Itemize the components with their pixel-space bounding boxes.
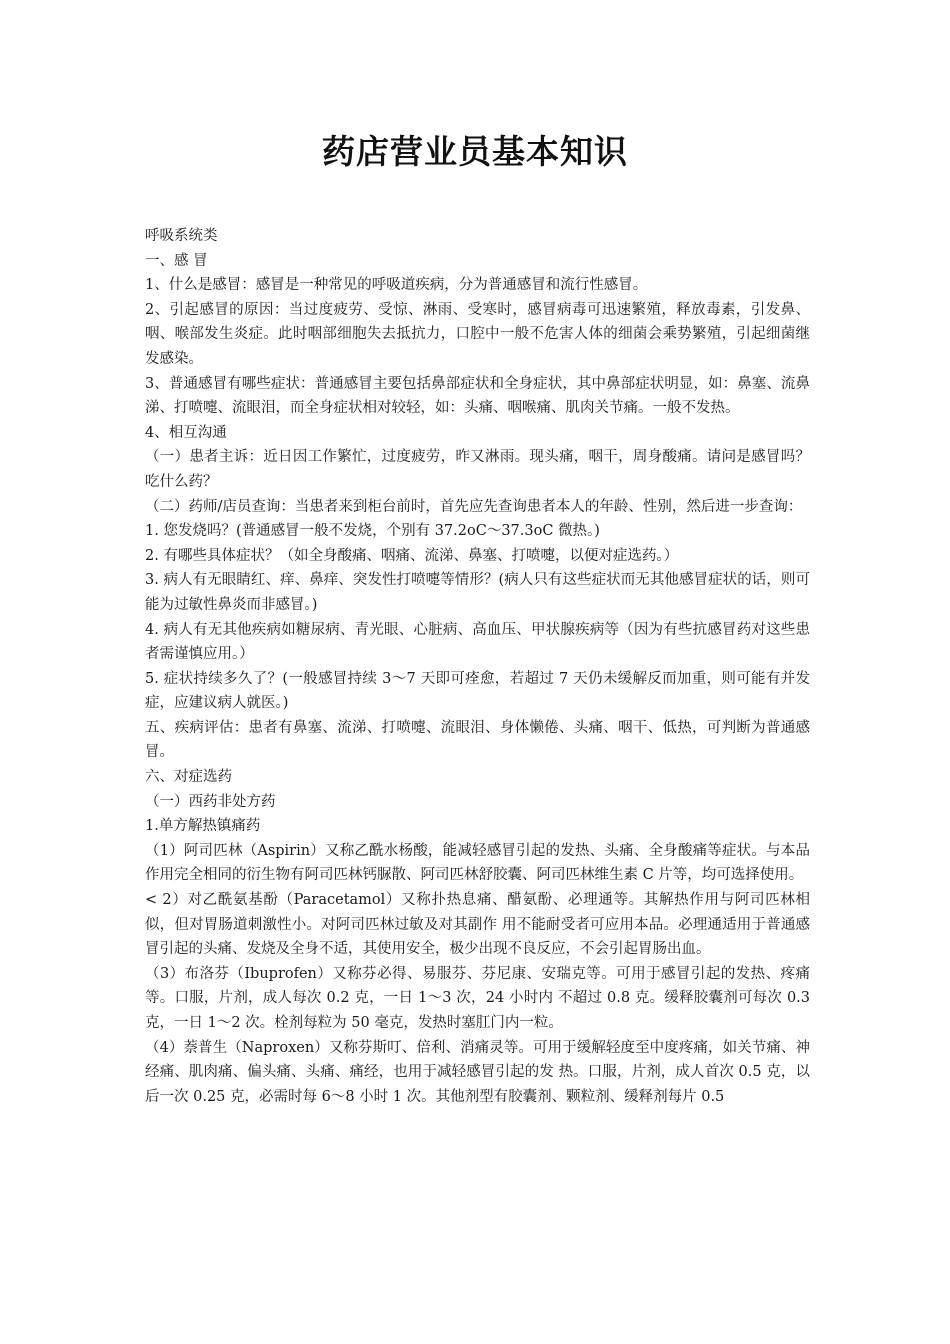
paragraph: 五、疾病评估：患者有鼻塞、流涕、打喷嚏、流眼泪、身体懒倦、头痛、咽干、低热，可判断为普通感冒。 bbox=[145, 719, 810, 761]
paragraph: （3）布洛芬（Ibuprofen）又称芬必得、易服芬、芬尼康、安瑞克等。可用于感冒引起的发热、疼痛等。口服，片剂，成人每次 0.2 克，一日 1～3 次，24 小时内 不超过 0.8 克。缓释胶囊剂可每次 0.3 克，一日 1～2 次。栓剂每粒为 50 毫克，发热时塞肛门内一粒。 bbox=[145, 965, 810, 1031]
paragraph: 1、什么是感冒：感冒是一种常见的呼吸道疾病，分为普通感冒和流行性感冒。 bbox=[145, 277, 648, 294]
subsection-heading: 六、对症选药 bbox=[145, 769, 232, 786]
document-title: 药店营业员基本知识 bbox=[322, 132, 628, 171]
paragraph: 2、引起感冒的原因：当过度疲劳、受惊、淋雨、受寒时，感冒病毒可迅速繁殖，释放毒素，引发鼻、咽、喉部发生炎症。此时咽部细胞失去抵抗力，口腔中一般不危害人体的细菌会乘势繁殖，引起细菌继发感染。 bbox=[145, 301, 810, 367]
paragraph: 3、普通感冒有哪些症状：普通感冒主要包括鼻部症状和全身症状，其中鼻部症状明显，如：鼻塞、流鼻涕、打喷嚏、流眼泪，而全身症状相对较轻，如：头痛、咽喉痛、肌肉关节痛。一般不发热。 bbox=[145, 375, 810, 417]
subsection-heading: 4、相互沟通 bbox=[145, 424, 227, 441]
paragraph: < 2）对乙酰氨基酚（Paracetamol）又称扑热息痛、醋氨酚、必理通等。其解热作用与阿司匹林相似，但对胃肠道刺激性小。对阿司匹林过敏及对其副作 用不能耐受者可应用本品。必理通适用于普通感冒引起的头痛、发烧及全身不适，其使用安全，极少出现不良反应，不会引起胃肠出血。 bbox=[145, 892, 810, 958]
document-body bbox=[145, 224, 810, 1109]
list-item: 3. 病人有无眼睛红、痒、鼻痒、突发性打喷嚏等情形？(病人只有这些症状而无其他感冒症状的话，则可能为过敏性鼻炎而非感冒。) bbox=[145, 572, 810, 613]
paragraph: （二）药师/店员查询：当患者来到柜台前时，首先应先查询患者本人的年龄、性别，然后进一步查询： bbox=[145, 498, 803, 515]
subsection-heading: 一、感 冒 bbox=[145, 252, 208, 269]
section-heading: 呼吸系统类 bbox=[145, 228, 218, 244]
list-item: 4. 病人有无其他疾病如糖尿病、青光眼、心脏病、高血压、甲状腺疾病等（因为有些抗感冒药对这些患者需谨慎应用。） bbox=[145, 621, 810, 663]
list-item: 2. 有哪些具体症状？（如全身酸痛、咽痛、流涕、鼻塞、打喷嚏，以便对症选药。） bbox=[145, 547, 679, 564]
subsection-heading: 1.单方解热镇痛药 bbox=[145, 818, 261, 835]
paragraph: （一）患者主诉：近日因工作繁忙，过度疲劳，昨又淋雨。现头痛，咽干，周身酸痛。请问是感冒吗？吃什么药？ bbox=[145, 449, 810, 490]
list-item: 1. 您发烧吗？(普通感冒一般不发烧，个别有 37.2oC～37.3oC 微热。) bbox=[145, 523, 600, 540]
paragraph: （4）萘普生（Naproxen）又称芬斯叮、倍利、消痛灵等。可用于缓解轻度至中度疼痛，如关节痛、神经痛、肌肉痛、偏头痛、头痛、痛经，也用于减轻感冒引起的发 热。口服，片剂，成人首次 0.5 克，以后一次 0.25 克，必需时每 6～8 小时 1 次。其他剂型有胶囊剂、颗粒剂、缓释剂每片 0.5 bbox=[145, 1039, 810, 1105]
paragraph: （1）阿司匹林（Aspirin）又称乙酰水杨酸，能减轻感冒引起的发热、头痛、全身酸痛等症状。与本品作用完全相同的衍生物有阿司匹林钙脲散、阿司匹林舒胶囊、阿司匹林维生素 C 片等，均可选择使用。 bbox=[145, 842, 810, 884]
subsection-heading: （一）西药非处方药 bbox=[145, 793, 276, 810]
list-item: 5. 症状持续多久了？(一般感冒持续 3～7 天即可痊愈，若超过 7 天仍未缓解反而加重，则可能有并发症，应建议病人就医。) bbox=[145, 670, 810, 712]
